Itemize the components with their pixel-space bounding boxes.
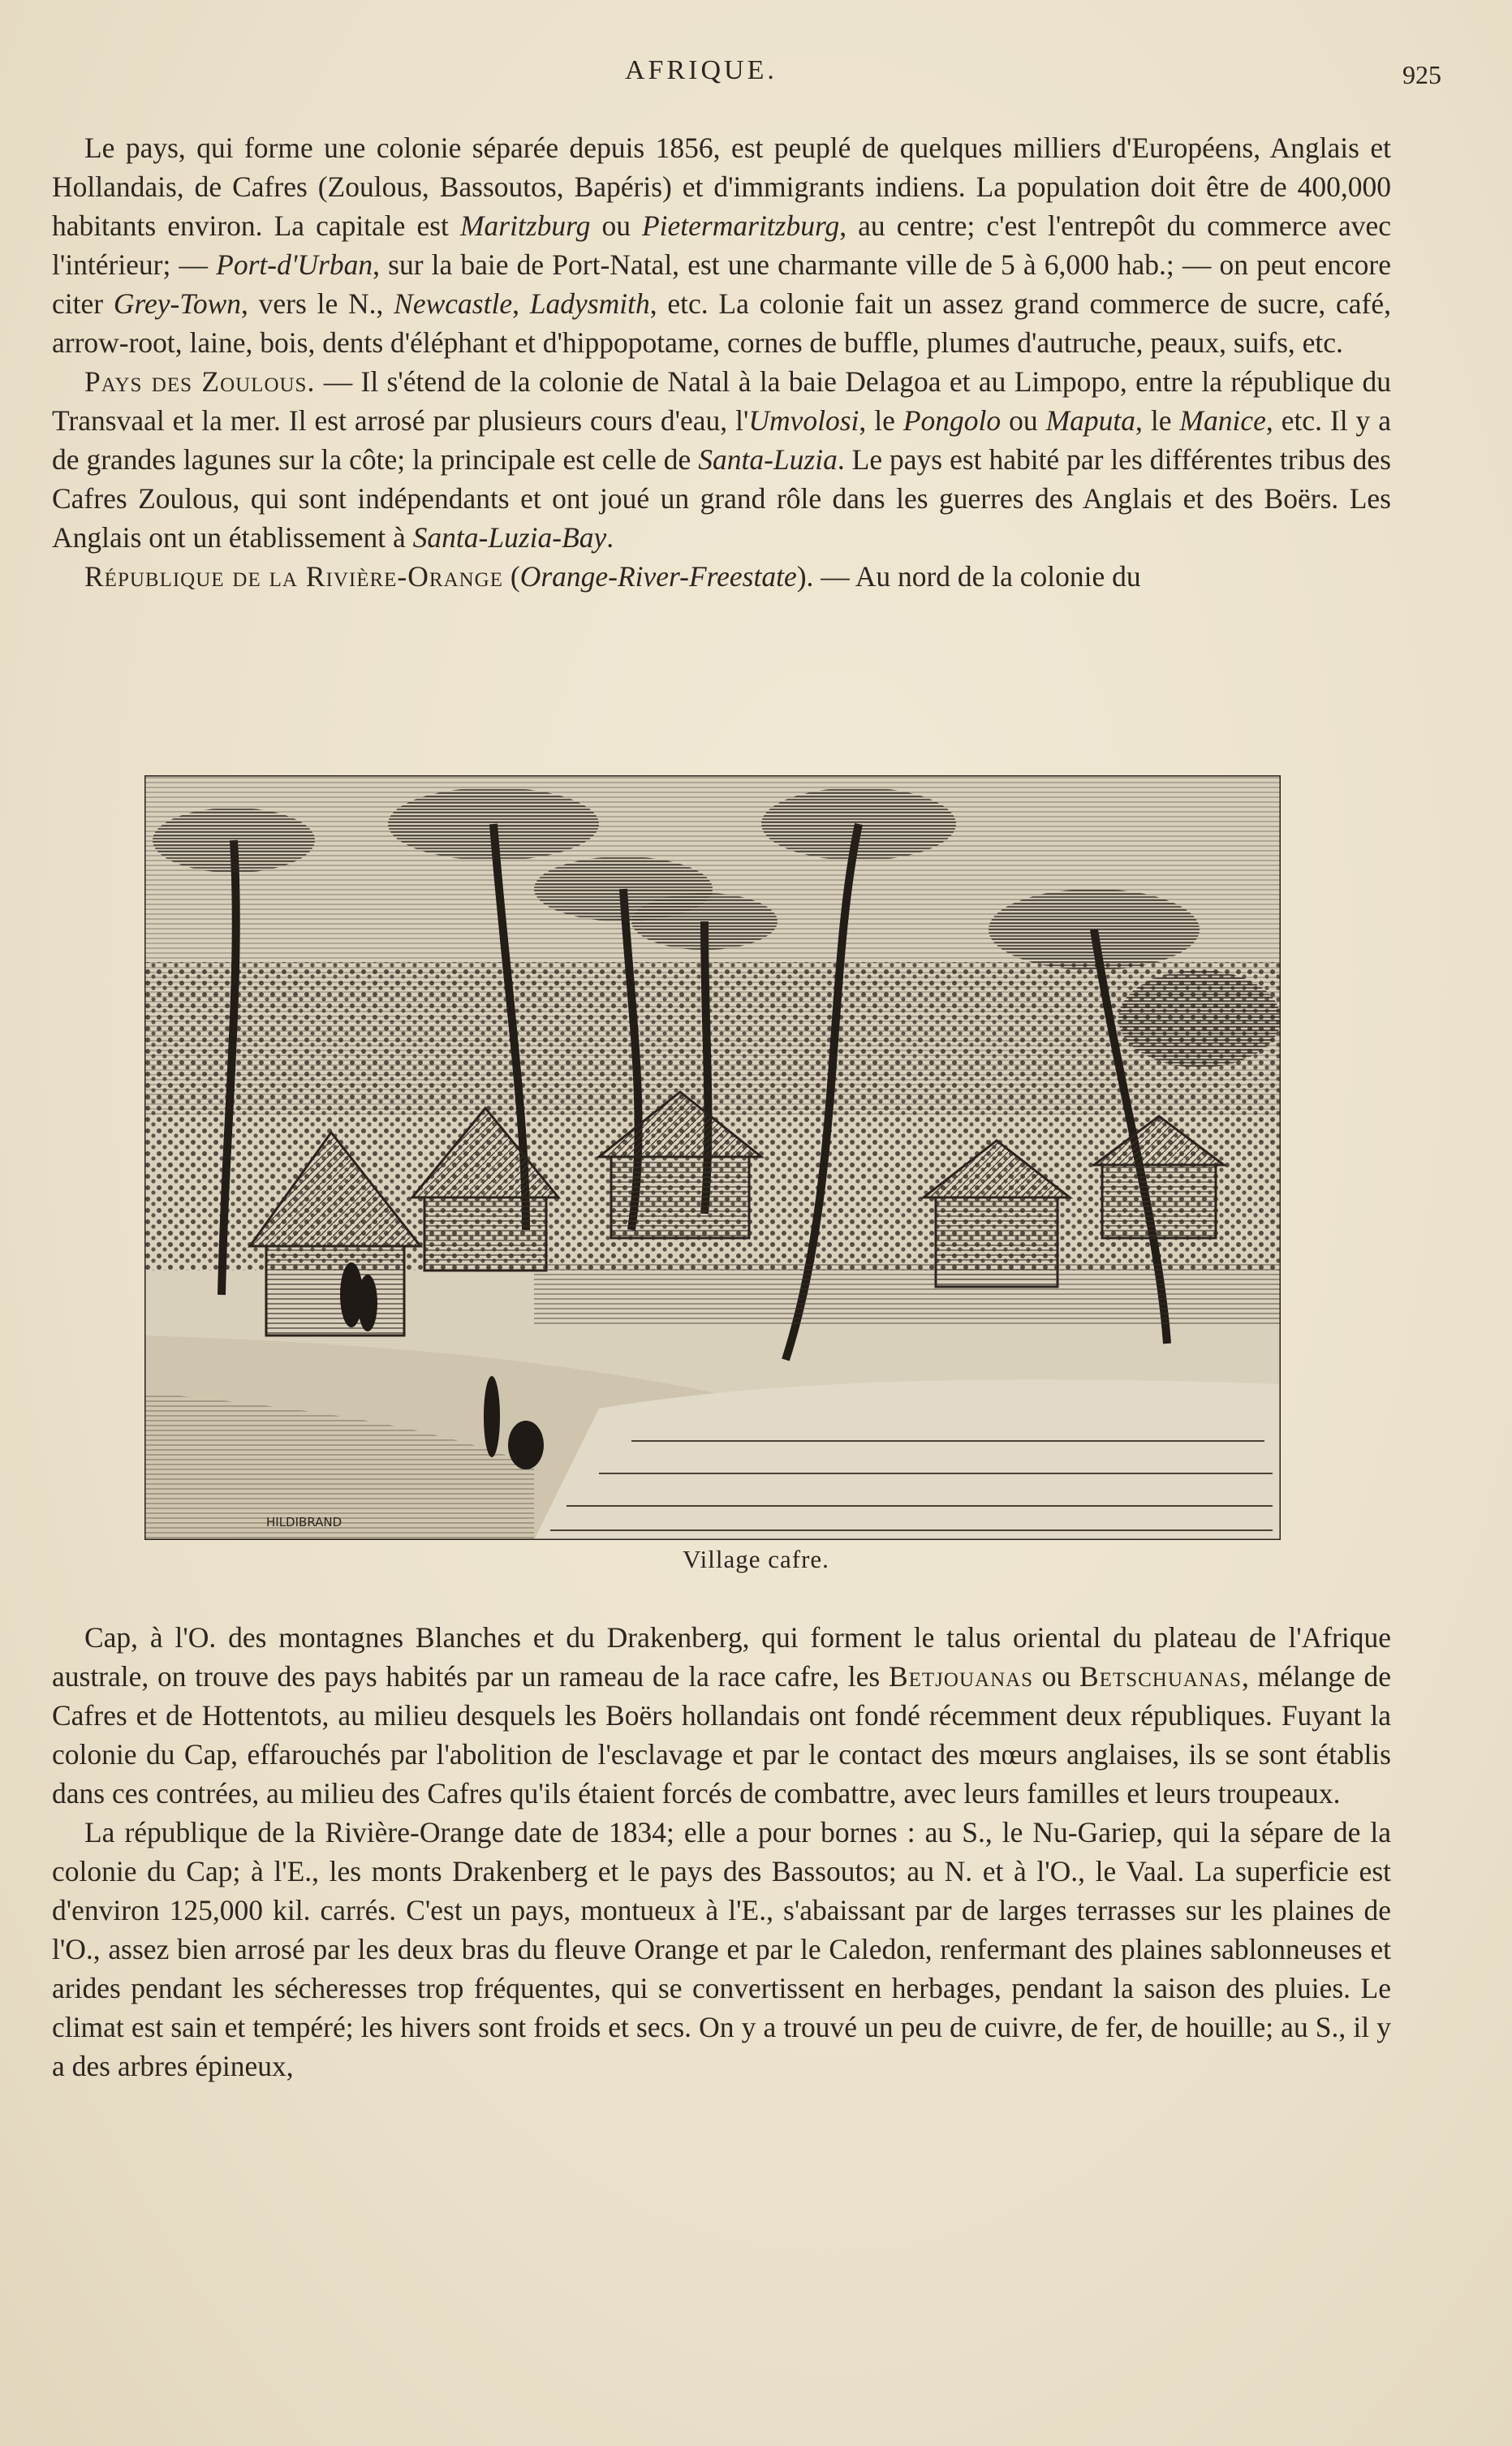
italic-term: Maputa [1045, 404, 1135, 437]
paragraph [52, 557, 1391, 596]
italic-term: Pongolo [902, 404, 1002, 437]
page-number: 925 [1402, 60, 1441, 89]
italic-term: Newcastle [394, 287, 513, 320]
text-run: . [606, 521, 614, 554]
italic-term: Grey-Town [113, 287, 241, 320]
paragraph [52, 1618, 1391, 1813]
text-run: ( [503, 560, 520, 593]
text-run: Le pays, qui forme une colonie séparée depuis 1856, est peuplé de quelques milliers d'Européens, Anglais et Hollandais, de Cafres (Zoulous, Bassoutos, Bapéris) et d'immigrants indiens. La population doit être de 400,000 habitants environ. La capitale est [52, 132, 1391, 242]
italic-term: Umvolosi [748, 404, 859, 437]
italic-term: Pietermaritzburg [642, 209, 840, 242]
village-engraving [144, 775, 1281, 1540]
text-run: ). — Au nord de la colonie du [796, 560, 1141, 593]
italic-term: Port-d'Urban [216, 248, 373, 281]
text-run: , le [1135, 404, 1180, 437]
small-caps-heading: Pays des Zoulous. [84, 365, 316, 398]
paragraph [52, 362, 1391, 557]
text-run: La république de la Rivière-Orange date de 1834; elle a pour bornes : au S., le Nu-Gariep, qui la sépare de la colonie du Cap; à l'E., les monts Drakenberg et le pays des Bassoutos; au N. et à l'O., le Vaal. La superficie est d'environ 125,000 kil. carrés. C'est un pays, montueux à l'E., s'abaissant par de larges terrasses sur les plaines de l'O., assez bien arrosé par les deux bras du fleuve Orange et par le Caledon, renfermant des plaines sablonneuses et arides pendant les sécheresses trop fréquentes, qui se convertissent en herbages, pendant la saison des pluies. Le climat est sain et tempéré; les hivers sont froids et secs. On y a trouvé un peu de cuivre, de fer, de houille; au S., il y a des arbres épineux, [52, 1816, 1391, 2082]
engraving-figure [144, 775, 1281, 1540]
text-run: ou [1033, 1660, 1079, 1693]
fence [534, 1262, 1281, 1327]
text-block-bottom [52, 1618, 1391, 2086]
running-title: AFRIQUE. [625, 55, 778, 85]
text-run: , vers le N., [241, 287, 394, 320]
text-run: , mélange de Cafres et de Hottentots, au milieu desquels les Boërs hollandais ont fondé récemment deux républiques. Fuyant la colonie du Cap, effarouchés par l'abolition de l'esclavage et par le contact des mœurs anglaises, ils se sont établis dans ces contrées, au milieu des Cafres qu'ils étaient forcés de combattre, avec leurs familles et leurs troupeaux. [52, 1660, 1391, 1810]
italic-term: Manice [1179, 404, 1266, 437]
text-run: — Il s'étend de la colonie de Natal à la baie Delagoa et au Limpopo, entre la république du Transvaal et la mer. Il est arrosé par plusieurs cours d'eau, l' [52, 365, 1391, 437]
small-caps-heading: Betschuanas [1079, 1660, 1242, 1693]
text-run: , etc. La colonie fait un assez grand commerce de sucre, café, arrow-root, laine, bois, dents d'éléphant et d'hippopotame, cornes de buffle, plumes d'autruche, peaux, suifs, etc. [52, 287, 1392, 359]
small-caps-heading: République de la Rivière-Orange [84, 560, 503, 593]
italic-term: Maritzburg [459, 209, 591, 242]
water [534, 1379, 1281, 1540]
text-run: ou [1001, 404, 1046, 437]
text-run: , etc. Il y a de grandes lagunes sur la côte; la principale est celle de [52, 404, 1391, 476]
text-run: , [512, 287, 530, 320]
figure-caption: Village cafre. [683, 1545, 829, 1573]
italic-term: Orange-River-Freestate [519, 560, 797, 593]
italic-term: Santa-Luzia-Bay [412, 521, 607, 554]
text-run: ou [590, 209, 642, 242]
small-caps-heading: Betjouanas [888, 1660, 1034, 1693]
italic-term: Santa-Luzia [698, 443, 838, 476]
running-head [0, 49, 1512, 97]
engraver-signature: HILDIBRAND [266, 1515, 342, 1529]
paragraph [52, 128, 1391, 362]
text-block-top [52, 128, 1391, 596]
italic-term: Ladysmith [529, 287, 650, 320]
text-run: , au centre; c'est l'entrepôt du commerce avec l'intérieur; — [52, 209, 1392, 281]
text-run: , sur la baie de Port-Natal, est une charmante ville de 5 à 6,000 hab.; — on peut encore citer [52, 248, 1391, 320]
text-run: , le [859, 404, 903, 437]
text-run: . Le pays est habité par les différentes tribus des Cafres Zoulous, qui sont indépendants et ont joué un grand rôle dans les guerres des Anglais et des Boërs. Les Anglais ont un établissement à [52, 443, 1391, 554]
paragraph [52, 1813, 1391, 2086]
text-run: Cap, à l'O. des montagnes Blanches et du Drakenberg, qui forment le talus oriental du plateau de l'Afrique australe, on trouve des pays habités par un rameau de la race cafre, les [52, 1621, 1391, 1693]
